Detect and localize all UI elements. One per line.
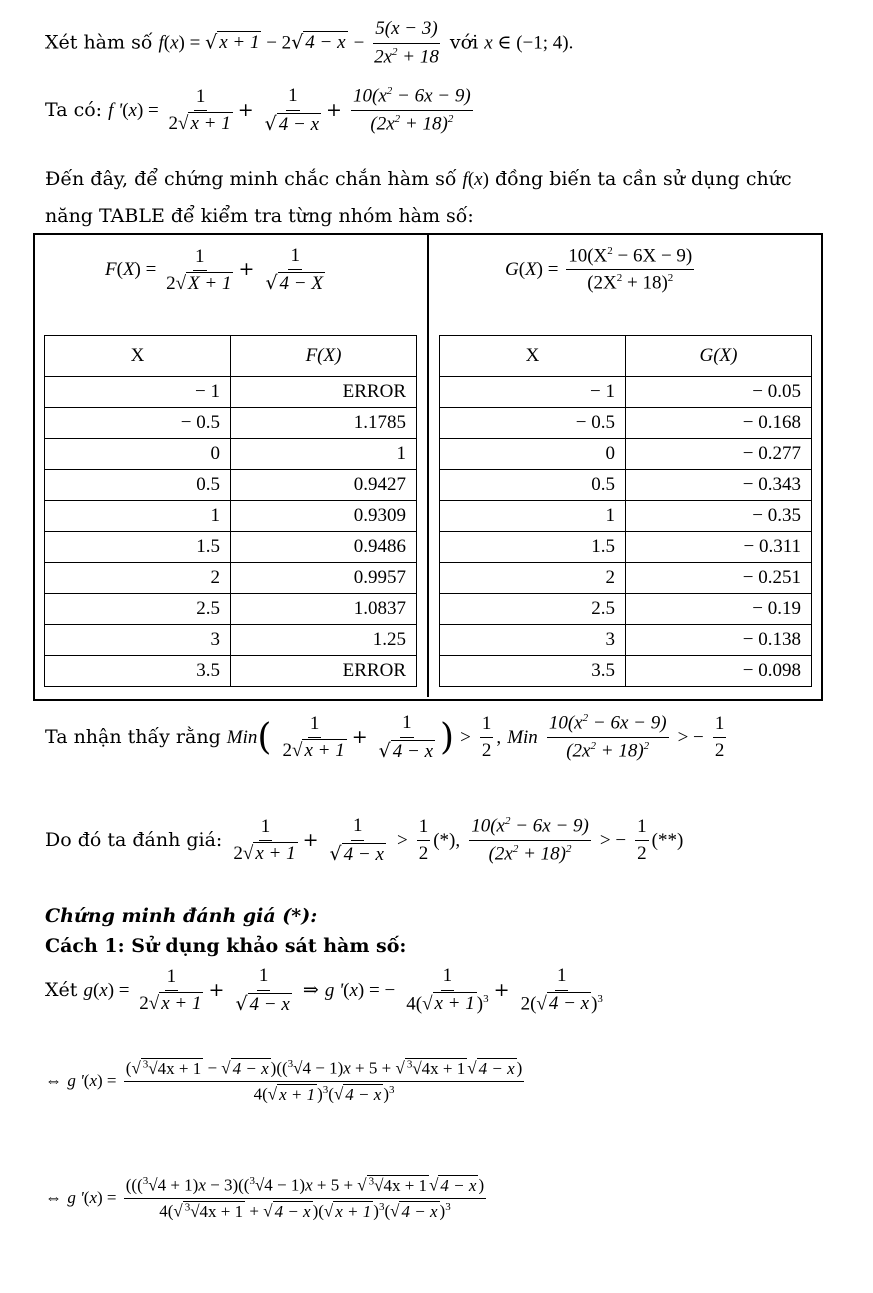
para-text-1a: Đến đây, để chứng minh chắc chắn hàm số bbox=[45, 168, 457, 190]
evaluate-text: Do đó ta đánh giá: bbox=[45, 828, 223, 851]
para-line-1: Đến đây, để chứng minh chắc chắn hàm số f(x) đồng biến ta cần sử dụng chức bbox=[45, 168, 792, 190]
table-row bbox=[440, 470, 812, 501]
cell-x: 3.5 bbox=[45, 656, 231, 687]
cell-x: − 0.5 bbox=[440, 408, 626, 439]
cell-x: 3.5 bbox=[440, 656, 626, 687]
cell-x: 1 bbox=[440, 501, 626, 532]
col-X-header: X bbox=[440, 336, 626, 377]
table-row bbox=[440, 656, 812, 687]
consider-word: Xét bbox=[45, 978, 78, 1001]
proof-heading: Chứng minh đánh giá (*): bbox=[45, 905, 318, 927]
cell-x: 3 bbox=[45, 625, 231, 656]
cell-x: 0 bbox=[440, 439, 626, 470]
para-text-1b: đồng biến ta cần sử dụng chức bbox=[494, 168, 792, 190]
cell-x: 1 bbox=[45, 501, 231, 532]
g-definition-line: Xét g(x) = $\frac{1}{2√ x + 1}$ + $\frac{1}{√ 4 - x}$ ⇒ g '(x) = − $\frac{1}{4(√ x + 1 )^3}$ + $\frac{1}{2(√ 4 - x )^3}$ bbox=[45, 965, 603, 1015]
g-derivative-line-1: ⇔ g '(x) = $\frac{(√ ^3√4x + 1 - √ 4 - x )((^3√4 - 1)x + 5 + √ ^3√4x + 1 √ 4 - x )}{4(√ x + 1 )^3(√ 4 - x )^3}$ bbox=[45, 1058, 523, 1104]
table-row bbox=[45, 594, 417, 625]
cell-x: 2 bbox=[440, 563, 626, 594]
intro-line: Xét hàm số f(x) = √ x + 1 − 2√ 4 − x − $\frac{5(x - 3)}{2x^2 + 18}$ với x ∈ (−1; 4). bbox=[45, 18, 574, 68]
table-row bbox=[440, 501, 812, 532]
cell-value: 1.0837 bbox=[231, 594, 417, 625]
cell-value: − 0.35 bbox=[626, 501, 812, 532]
table-row bbox=[45, 625, 417, 656]
cell-value: ERROR bbox=[231, 656, 417, 687]
table-row bbox=[45, 408, 417, 439]
cell-value: 0.9486 bbox=[231, 532, 417, 563]
cell-x: − 1 bbox=[45, 377, 231, 408]
table-row bbox=[45, 563, 417, 594]
cell-x: 2 bbox=[45, 563, 231, 594]
table-row bbox=[45, 501, 417, 532]
para-line-2: năng TABLE để kiểm tra từng nhóm hàm số: bbox=[45, 205, 474, 227]
cell-value: − 0.251 bbox=[626, 563, 812, 594]
cell-value: 1 bbox=[231, 439, 417, 470]
cell-x: − 1 bbox=[440, 377, 626, 408]
cell-x: 2.5 bbox=[440, 594, 626, 625]
table-row bbox=[45, 656, 417, 687]
evaluation-line: Do đó ta đánh giá: $\frac{1}{2√ x + 1}$ + $\frac{1}{√ 4 - x}$ > $\frac{1}{2}$ (*), $\frac{10(x^2 - 6x - 9)}{(2x^2 + 18)^2}$ > − $\frac{1}{2}$ (**) bbox=[45, 815, 684, 865]
cell-x: 3 bbox=[440, 625, 626, 656]
cell-x: 1.5 bbox=[440, 532, 626, 563]
table-row bbox=[45, 377, 417, 408]
table-F bbox=[44, 335, 417, 687]
table-row bbox=[440, 377, 812, 408]
cell-x: 0.5 bbox=[45, 470, 231, 501]
derivative-line: Ta có: f '(x) = $\frac{1}{2√ x + 1}$ + $\frac{1}{√ 4 - x}$ + $\frac{10(x^2 - 6x - 9)}{(2x^2 + 18)^2}$ bbox=[45, 85, 471, 135]
cell-value: − 0.277 bbox=[626, 439, 812, 470]
cell-value: − 0.311 bbox=[626, 532, 812, 563]
cell-value: 0.9309 bbox=[231, 501, 417, 532]
cell-value: − 0.05 bbox=[626, 377, 812, 408]
table-row bbox=[440, 625, 812, 656]
with-word: với bbox=[449, 31, 479, 54]
table-divider bbox=[427, 233, 429, 697]
cell-value: − 0.343 bbox=[626, 470, 812, 501]
observe-text: Ta nhận thấy rằng bbox=[45, 725, 221, 748]
observation-line: Ta nhận thấy rằng Min( $\frac{1}{2√ x + 1}$ + $\frac{1}{√ 4 - x}$ ) > $\frac{1}{2}$ , Min $\frac{10(x^2 - 6x - 9)}{(2x^2 + 18)^2}$ > − $\frac{1}{2}$ bbox=[45, 712, 725, 762]
deriv-label: Ta có: bbox=[45, 98, 103, 121]
table-row bbox=[45, 439, 417, 470]
method-heading: Cách 1: Sử dụng khảo sát hàm số: bbox=[45, 935, 407, 957]
table-row bbox=[45, 532, 417, 563]
cell-value: 1.1785 bbox=[231, 408, 417, 439]
cell-value: − 0.19 bbox=[626, 594, 812, 625]
cell-value: 0.9957 bbox=[231, 563, 417, 594]
col-G-header: G(X) bbox=[626, 336, 812, 377]
col-X-header: X bbox=[45, 336, 231, 377]
cell-x: 0.5 bbox=[440, 470, 626, 501]
col-F-header: F(X) bbox=[231, 336, 417, 377]
cell-x: 0 bbox=[45, 439, 231, 470]
cell-value: − 0.168 bbox=[626, 408, 812, 439]
cell-x: 1.5 bbox=[45, 532, 231, 563]
table-row bbox=[440, 408, 812, 439]
cell-x: 2.5 bbox=[45, 594, 231, 625]
cell-value: ERROR bbox=[231, 377, 417, 408]
intro-text: Xét hàm số bbox=[45, 31, 153, 54]
g-derivative-line-2: ⇔ g '(x) = $\frac{(((^3√4 + 1)x - 3)((^3√4 - 1)x + 5 + √ ^3√4x + 1 √ 4 - x )}{4(√ ^3√4x + 1 + √ 4 - x )(√ x + 1 )^3(√ 4 - x )^3}$ bbox=[45, 1175, 485, 1221]
cell-x: − 0.5 bbox=[45, 408, 231, 439]
cell-value: 1.25 bbox=[231, 625, 417, 656]
G-definition: G(X) = $\frac{10(X^2 - 6X - 9)}{(2X^2 + 18)^2}$ bbox=[505, 245, 693, 294]
table-row bbox=[440, 594, 812, 625]
table-G bbox=[439, 335, 812, 687]
table-row bbox=[440, 439, 812, 470]
table-row bbox=[45, 470, 417, 501]
cell-value: 0.9427 bbox=[231, 470, 417, 501]
cell-value: − 0.098 bbox=[626, 656, 812, 687]
table-row bbox=[440, 532, 812, 563]
F-definition: F(X) = $\frac{1}{2√ X + 1}$ + $\frac{1}{√ 4 - X}$ bbox=[105, 245, 323, 294]
cell-value: − 0.138 bbox=[626, 625, 812, 656]
table-row bbox=[440, 563, 812, 594]
